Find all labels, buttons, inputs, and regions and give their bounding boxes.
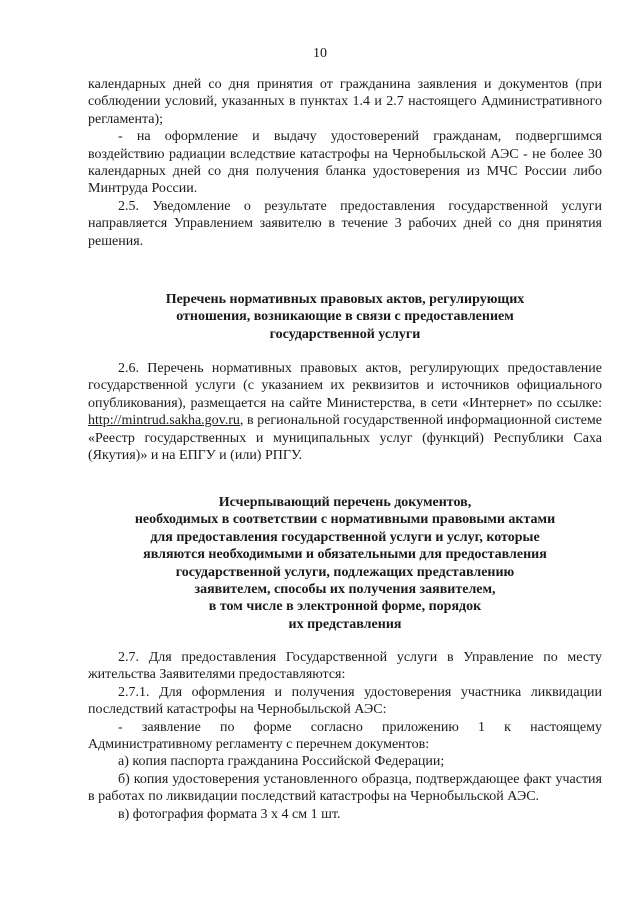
text-block-documents xyxy=(88,649,602,823)
heading-line: отношения, возникающие в связи с предоставлением xyxy=(176,309,514,325)
heading-line: являются необходимыми и обязательными для предоставления xyxy=(143,547,547,563)
ministry-website-link[interactable]: http://mintrud.sakha.gov.ru xyxy=(88,413,240,429)
page-number: 10 xyxy=(313,46,327,61)
heading-line: для предоставления государственной услуги и услуг, которые xyxy=(150,529,540,545)
heading-line: их представления xyxy=(288,616,402,632)
heading-line: государственной услуги, подлежащих представлению xyxy=(175,564,515,580)
text-block-deadlines xyxy=(88,76,602,250)
paragraph-2-7-1: 2.7.1. Для оформления и получения удостоверения участника ликвидации последствий катастрофы на Чернобыльской АЭС: xyxy=(88,684,602,718)
paragraph-text: , в региональной государственной информационной системе «Реестр государственных и муниципальных услуг (функций) Республики Саха (Якутия)» и на ЕПГУ и (или) РПГУ. xyxy=(88,413,602,464)
paragraph-2-6-legal-acts xyxy=(88,360,602,464)
heading-line: государственной услуги xyxy=(269,326,421,342)
text-block-legal-acts xyxy=(88,360,602,464)
paragraph-2-7: 2.7. Для предоставления Государственной услуги в Управление по месту жительства Заявителями предоставляются: xyxy=(88,650,602,683)
paragraph-text: 2.6. Перечень нормативных правовых актов, регулирующих предоставление государственной услуги (с указанием их реквизитов и источников официального опубликования), размещается на сайте Министерства, в сети «Интернет» по ссылке: xyxy=(88,361,602,411)
heading-line: в том числе в электронной форме, порядок xyxy=(208,599,482,615)
paragraph-chernobyl-certificates: - на оформление и выдачу удостоверений гражданам, подвергшимся воздействию радиации вследствие катастрофы на Чернобыльской АЭС - не более 30 календарных дней со дня получения бланка удостоверения из МЧС России либо Минтруда России. xyxy=(88,129,602,197)
paragraph-passport-copy: а) копия паспорта гражданина Российской Федерации; xyxy=(118,754,445,770)
heading-line: Исчерпывающий перечень документов, xyxy=(218,495,472,510)
paragraph-photo: в) фотография формата 3 х 4 см 1 шт. xyxy=(118,806,341,822)
heading-line: Перечень нормативных правовых актов, регулирующих xyxy=(165,292,525,307)
heading-line: заявителем, способы их получения заявителем, xyxy=(194,582,496,598)
paragraph-certificate-copy: б) копия удостоверения установленного образца, подтверждающее факт участия в работах по ликвидации последствий катастрофы на Чернобыльской АЭС. xyxy=(88,771,602,805)
section-heading-legal-acts xyxy=(88,291,602,343)
section-heading-documents-list xyxy=(88,494,602,633)
heading-line: необходимых в соответствии с нормативными правовыми актами xyxy=(134,512,556,528)
paragraph-2-5-notification: 2.5. Уведомление о результате предоставления государственной услуги направляется Управлением заявителю в течение 3 рабочих дней со дня принятия решения. xyxy=(88,198,602,249)
paragraph-deadline-days: календарных дней со дня принятия от гражданина заявления и документов (при соблюдении условий, указанных в пунктах 1.4 и 2.7 настоящего Административного регламента); xyxy=(88,77,602,127)
paragraph-application-form: - заявление по форме согласно приложению 1 к настоящему Административному регламенту с перечнем документов: xyxy=(88,719,602,753)
